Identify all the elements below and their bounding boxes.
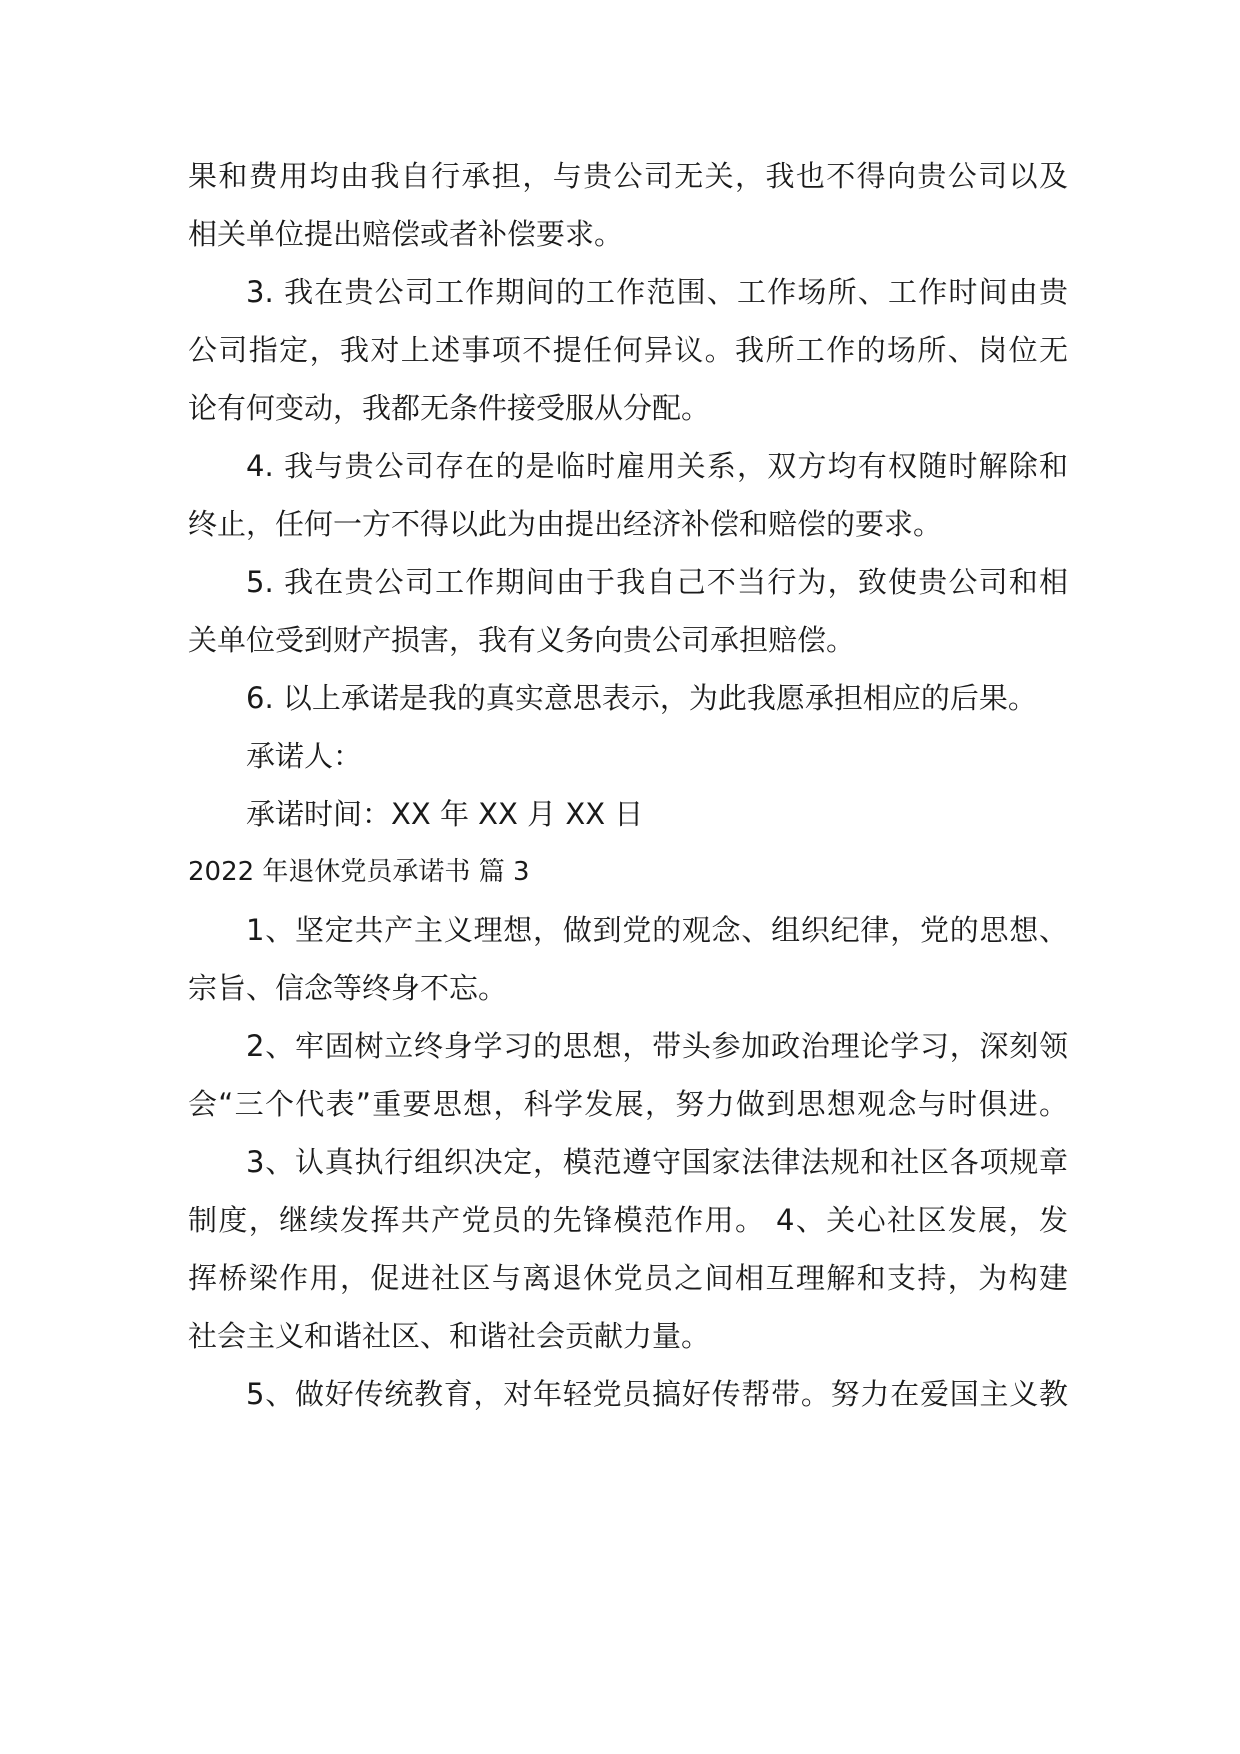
paragraph-line: 果和费用均由我自行承担，与贵公司无关，我也不得向贵公司以及 — [188, 159, 1068, 193]
paragraph-line: 宗旨、信念等终身不忘。 — [188, 971, 508, 1005]
section-heading: 2022 年退休党员承诺书 篇 3 — [188, 857, 530, 887]
paragraph-line: 1、坚定共产主义理想，做到党的观念、组织纪律，党的思想、 — [246, 913, 1068, 947]
paragraph-line: 挥桥梁作用，促进社区与离退休党员之间相互理解和支持，为构建 — [188, 1261, 1068, 1295]
paragraph-line: 3、认真执行组织决定，模范遵守国家法律法规和社区各项规章 — [246, 1145, 1068, 1179]
paragraph-line: 社会主义和谐社区、和谐社会贡献力量。 — [188, 1319, 711, 1353]
signer-label: 承诺人： — [246, 739, 363, 773]
paragraph-line: 3. 我在贵公司工作期间的工作范围、工作场所、工作时间由贵 — [246, 275, 1068, 309]
paragraph-line: 5. 我在贵公司工作期间由于我自己不当行为，致使贵公司和相 — [246, 565, 1068, 599]
paragraph-line: 4. 我与贵公司存在的是临时雇用关系，双方均有权随时解除和 — [246, 449, 1068, 483]
paragraph-line: 关单位受到财产损害，我有义务向贵公司承担赔偿。 — [188, 623, 856, 657]
paragraph-line: 制度，继续发挥共产党员的先锋模范作用。 4、关心社区发展，发 — [188, 1203, 1068, 1237]
paragraph-line: 公司指定，我对上述事项不提任何异议。我所工作的场所、岗位无 — [188, 333, 1068, 367]
paragraph-line: 相关单位提出赔偿或者补偿要求。 — [188, 217, 624, 251]
paragraph-line: 6. 以上承诺是我的真实意思表示，为此我愿承担相应的后果。 — [246, 681, 1037, 715]
paragraph-line: 会“三个代表”重要思想，科学发展，努力做到思想观念与时俱进。 — [188, 1087, 1068, 1121]
paragraph-line: 5、做好传统教育，对年轻党员搞好传帮带。努力在爱国主义教 — [246, 1377, 1068, 1411]
paragraph-line: 终止，任何一方不得以此为由提出经济补偿和赔偿的要求。 — [188, 507, 943, 541]
paragraph-line: 2、牢固树立终身学习的思想，带头参加政治理论学习，深刻领 — [246, 1029, 1068, 1063]
paragraph-line: 论有何变动，我都无条件接受服从分配。 — [188, 391, 711, 425]
signing-date: 承诺时间：XX 年 XX 月 XX 日 — [246, 797, 644, 831]
